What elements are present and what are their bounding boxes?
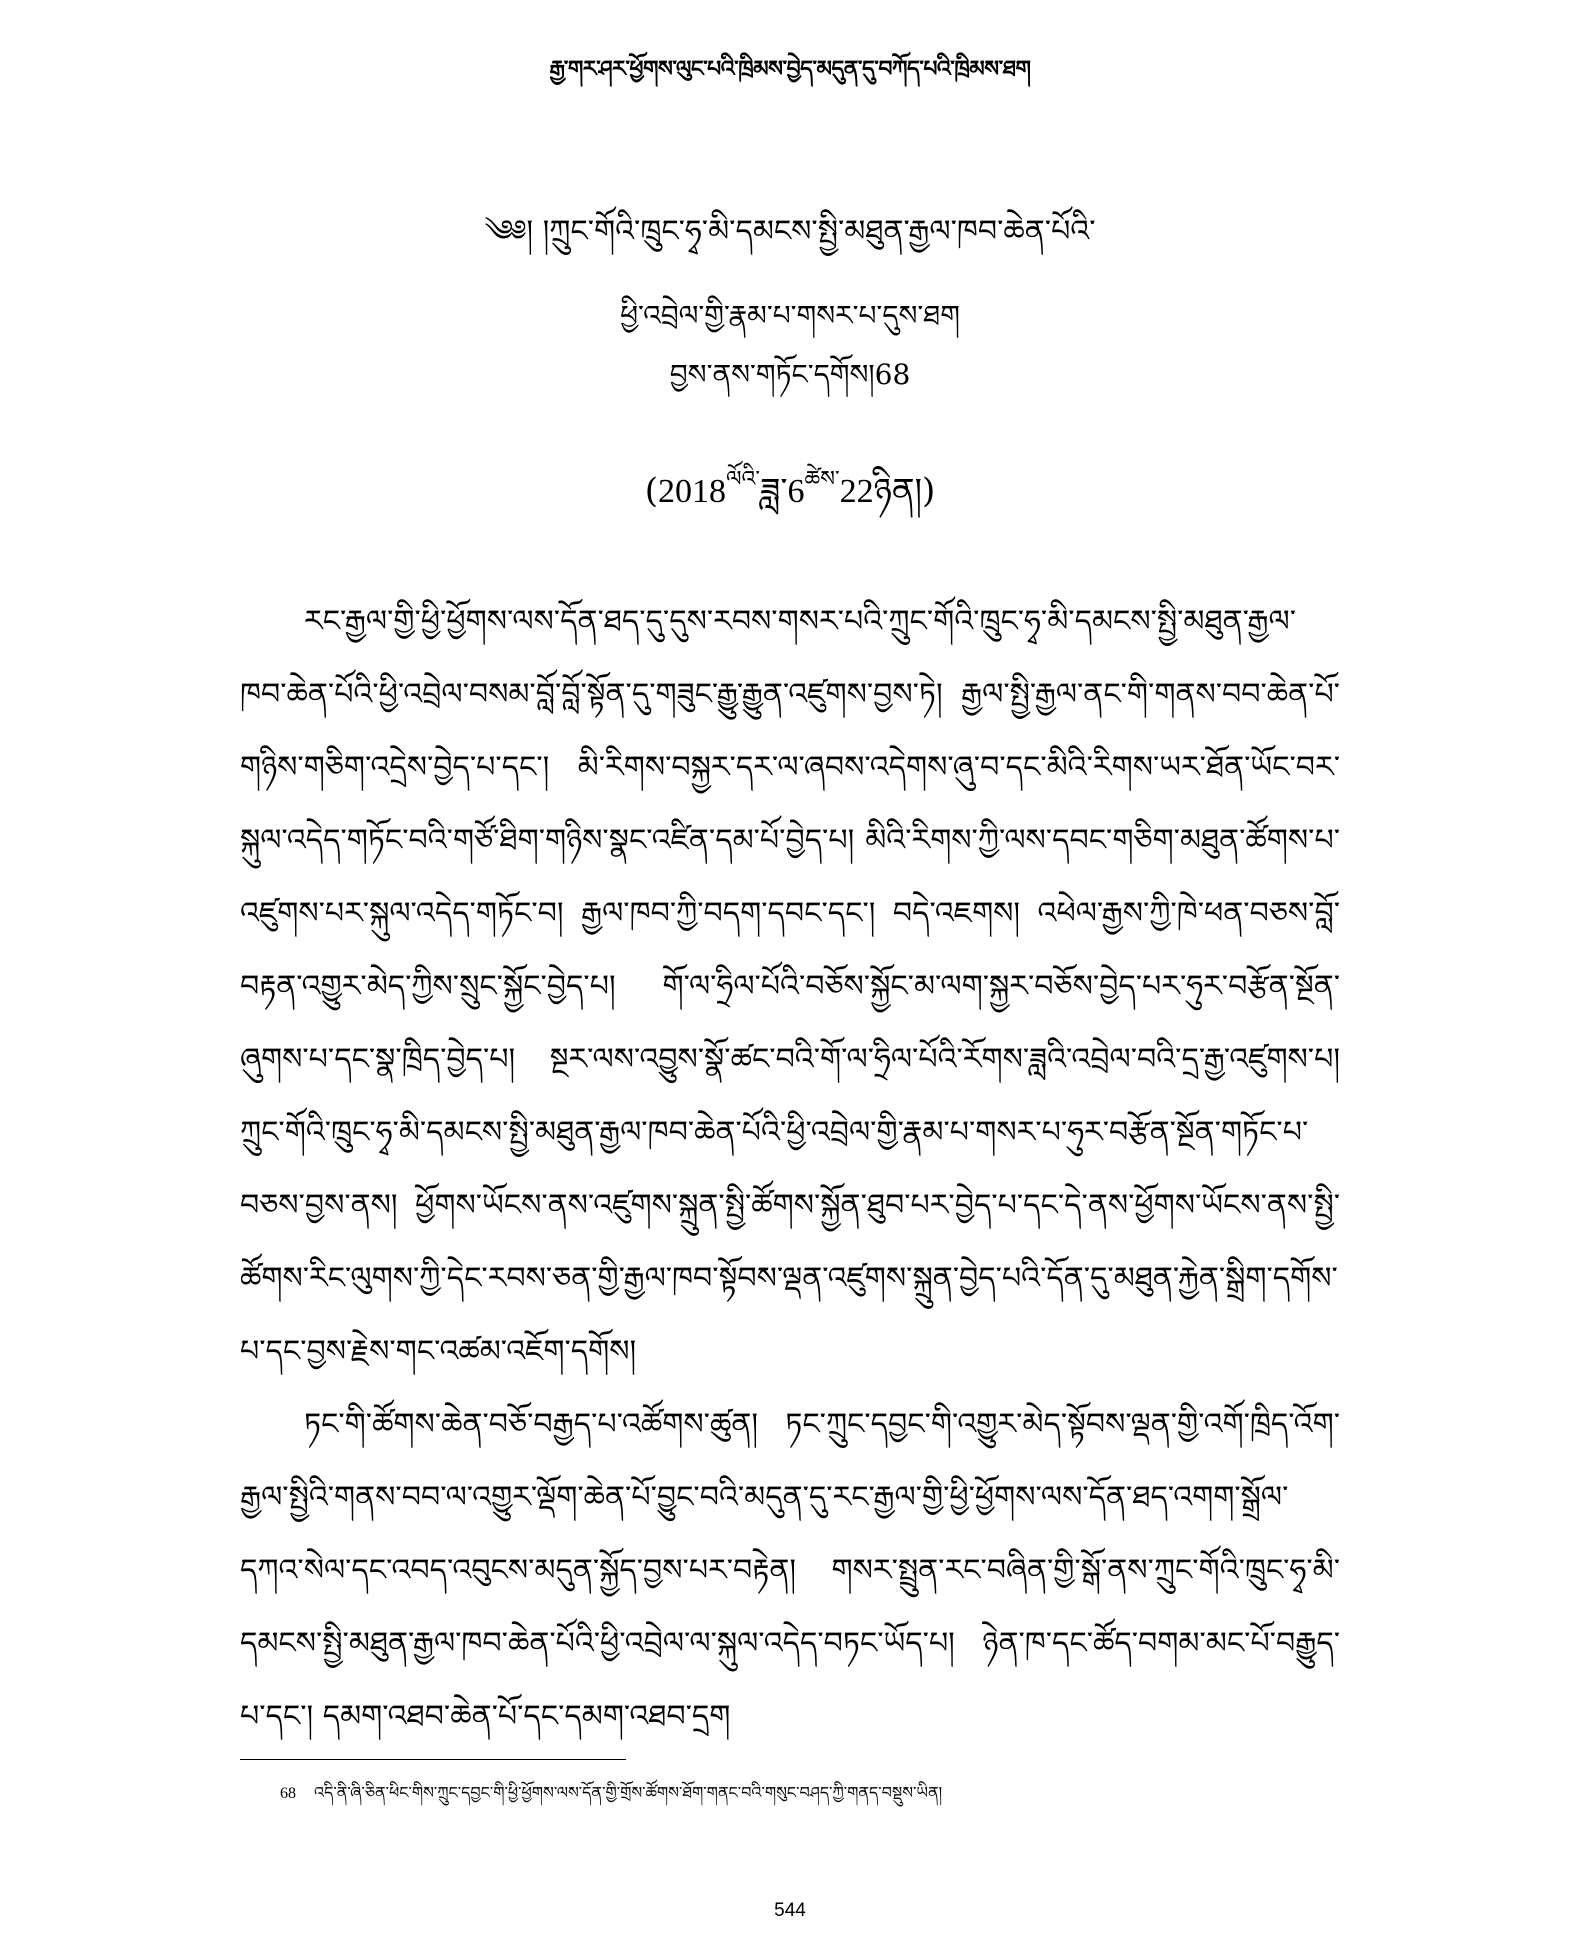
footnote — [280, 1775, 1340, 1820]
date-year: 2018 — [657, 473, 726, 510]
paragraph-2: ཏང་གི་ཚོགས་ཆེན་བཅོ་བརྒྱད་པ་འཚོགས་ཚུན། ཏང་ཀྲུང་དབྱང་གི་འགྱུར་མེད་སྟོབས་ལྡན་གྱི་འགོ་ཁྲིད་འོག་རྒྱལ་སྤྱིའི་གནས་བབ་ལ་འགྱུར་ལྡོག་ཆེན་པོ་བྱུང་བའི་མདུན་དུ་རང་རྒྱལ་གྱི་ཕྱི་ཕྱོགས་ལས་དོན་ཐད་འགག་སྒྲོལ་དཀའ་སེལ་དང་འབད་འབུངས་མདུན་སྐྱོད་བྱས་པར་བརྟེན། གསར་སྤྲུན་རང་བཞིན་གྱི་སྒོ་ནས་ཀྲུང་གོའི་ཁྲུང་ཧྭ་མི་དམངས་སྤྱི་མཐུན་རྒྱལ་ཁབ་ཆེན་པོའི་ཕྱི་འབྲེལ་ལ་སྐུལ་འདེད་བཏང་ཡོད་པ། ཉེན་ཁ་དང་ཚོད་བགམ་མང་པོ་བརྒྱུད་པ་དང་། དམག་འཐབ་ཆེན་པོ་དང་དམག་འཐབ་དྲག — [240, 1407, 1340, 1734]
paragraph-1: རང་རྒྱལ་གྱི་ཕྱི་ཕྱོགས་ལས་དོན་ཐད་དུ་དུས་རབས་གསར་པའི་ཀྲུང་གོའི་ཁྲུང་ཧྭ་མི་དམངས་སྤྱི་མཐུན་རྒྱལ་ཁབ་ཆེན་པོའི་ཕྱི་འབྲེལ་བསམ་བློ་བློ་སྟོན་དུ་གཟུང་རྒྱུ་རྒྱུན་འཛུགས་བྱས་ཏེ། རྒྱལ་སྤྱི་རྒྱལ་ནང་གི་གནས་བབ་ཆེན་པོ་གཉིས་གཅིག་འདྲེས་བྱེད་པ་དང་། མི་རིགས་བསྐྱར་དར་ལ་ཞབས་འདེགས་ཞུ་བ་དང་མིའི་རིགས་ཡར་ཐོན་ཡོང་བར་སྐུལ་འདེད་གཏོང་བའི་གཙོ་ཐིག་གཉིས་སྣང་འཛིན་དམ་པོ་བྱེད་པ། མིའི་རིགས་ཀྱི་ལས་དབང་གཅིག་མཐུན་ཚོགས་པ་འཛུགས་པར་སྐུལ་འདེད་གཏོང་བ། རྒྱལ་ཁབ་ཀྱི་བདག་དབང་དང་། བདེ་འཇགས། འཕེལ་རྒྱས་ཀྱི་ཁེ་ཕན་བཅས་བློ་བརྟན་འགྱུར་མེད་ཀྱིས་སྲུང་སྐྱོང་བྱེད་པ། གོ་ལ་ཧྲིལ་པོའི་བཅོས་སྐྱོང་མ་ལག་སྐྱར་བཅོས་བྱེད་པར་ཧུར་བརྩོན་སྔོན་ཞུགས་པ་དང་སྣ་ཁྲིད་བྱེད་པ། སྔར་ལས་འབྱུས་སྣོ་ཚང་བའི་གོ་ལ་ཧྲིལ་པོའི་རོགས་ཟླའི་འབྲེལ་བའི་དྲ་རྒྱ་འཛུགས་པ། ཀྲུང་གོའི་ཁྲུང་ཧྭ་མི་དམངས་སྤྱི་མཐུན་རྒྱལ་ཁབ་ཆེན་པོའི་ཕྱི་འབྲེལ་གྱི་རྣམ་པ་གསར་པ་ཧུར་བརྩོན་སྔོན་གཏོང་པ་བཅས་བྱས་ནས། ཕྱོགས་ཡོངས་ནས་འཛུགས་སྐྲུན་སྤྱི་ཚོགས་སྐྱོན་ཐུབ་པར་བྱེད་པ་དང་དེ་ནས་ཕྱོགས་ཡོངས་ནས་སྤྱི་ཚོགས་རིང་ལུགས་ཀྱི་དེང་རབས་ཅན་གྱི་རྒྱལ་ཁབ་སྟོབས་ལྡན་འཛུགས་སྐྲུན་བྱེད་པའི་དོན་དུ་མཐུན་རྐྱེན་སྒྲིག་དགོས་པ་དང་བྱས་རྗེས་གང་འཚམ་འཇོག་དགོས། — [240, 604, 1340, 1369]
running-header: རྒྱ་གར་ཤར་ཕྱོགས་ལུང་པའི་ཁྲིམས་བྱེད་མདུན་དུ་བཀོད་པའི་ཁྲིམས་ཐག — [549, 56, 1031, 82]
body-text — [240, 585, 1340, 1753]
title-line-3-text: བྱས་ནས་གཏོང་དགོས། — [669, 358, 875, 391]
date-year-suffix: ལོའི་ — [725, 466, 760, 492]
date-month-label: ཟླ་ — [759, 471, 788, 511]
title-line-1 — [0, 198, 1580, 282]
date-day-label: ཚེས་ — [804, 466, 840, 492]
date-close: ཉིན།) — [873, 471, 936, 511]
footnote-text: འདི་ནི་ཞི་ཅིན་ཕིང་གིས་ཀྲུང་དབྱང་གི་ཕྱི་ཕྱོགས་ལས་དོན་གྱི་གྲོས་ཚོགས་ཐོག་གནང་བའི་གསུང་བཤད་ཀྱི་གནད་བསྡུས་ཡིན། — [314, 1783, 943, 1802]
title-line-2-text: ཕྱི་འབྲེལ་གྱི་རྣམ་པ་གསར་པ་དུས་ཐག — [620, 299, 960, 332]
footnote-marker[interactable]: 68 — [874, 358, 911, 391]
title-line-1-text: ༄༅། །ཀྲུང་གོའི་ཁྲུང་ཧྭ་མི་དམངས་སྤྱི་མཐུན་རྒྱལ་ཁབ་ཆེན་པོའི་ — [484, 214, 1096, 249]
footnote-divider — [240, 1759, 626, 1760]
date-open: ( — [644, 471, 658, 511]
date-month: 6 — [787, 473, 805, 510]
footnote-number: 68 — [280, 1785, 296, 1802]
date-day: 22 — [839, 473, 874, 510]
title-line-3 — [0, 343, 1580, 422]
title-date — [0, 452, 1580, 548]
page-number: 544 — [774, 1900, 806, 1921]
